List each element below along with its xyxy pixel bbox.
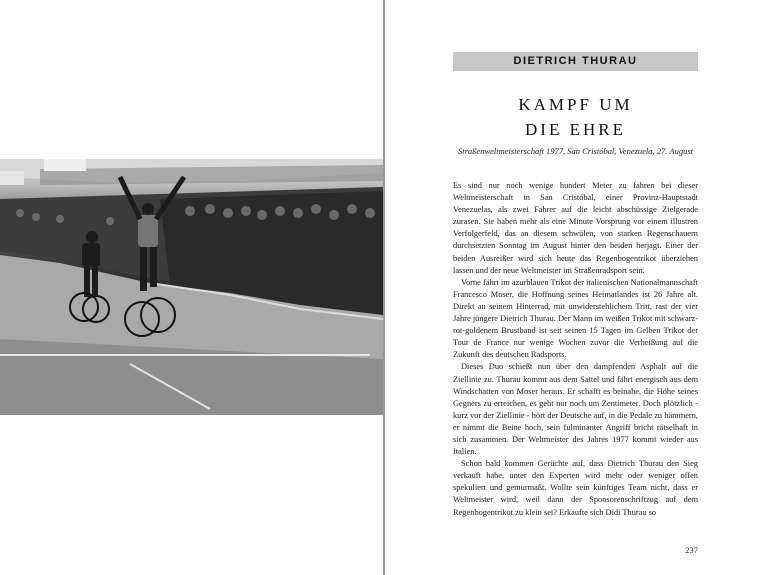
photo-illustration — [0, 159, 383, 415]
right-page — [385, 0, 768, 575]
chapter-banner: DIETRICH THURAU — [453, 52, 698, 71]
paragraph: Schon bald kommen Gerüchte auf, dass Dietrich Thurau den Sieg verkauft habe, unter den Experten wird mehr oder weniger offen spekuliert und gemurmaßt. Wollte sein künftiges Team nicht, dass er Weltmeister wird, weil dann der Sponsorenschriftzug auf dem Regenbogentrikot zu klein sei? Erkaufte sich Didi Thurau so — [453, 459, 698, 517]
race-finish-photo — [0, 159, 383, 415]
paragraph: Vorne fährt im azurblauen Trikot der italienischen Nationalmannschaft Francesco Moser, die Hoffnung seines Heimatlandes ist 26 Jahre alt. Direkt an seinem Hinterrad, mit unwiderstehlichem Tritt, rast der vier Jahre jüngere Dietrich Thurau. Der Mann im weißen Trikot mit schwarz-rot-goldenem Brustband ist seit seinen 15 Tagen im Gelben Trikot der Tour de France nur wenige Wochen zuvor die Verheißung auf die Zukunft des deutschen Radsports. — [453, 277, 698, 360]
chapter-title — [423, 92, 728, 142]
body-text — [453, 180, 698, 519]
paragraph: Es sind nur noch wenige hundert Meter zu fahren bei dieser Weltmeisterschaft in San Cristóbal, einer Provinz-Hauptstadt Venezuelas, als zwei Fahrer auf die leicht abschüssige Zielgerade zurasen. Sie haben mehr als eine Minute Vorsprung vor einem illustren Verfolgerfeld, das an diesem schwülen, von starken Regenschauern durchsetzten Sonntag im August hinter den beiden herjagt. Einer der beiden Ausreißer wird sich heute das Regenbogentrikot überziehen lassen und der neue Weltmeister im Straßenradsport sein. — [453, 181, 698, 275]
chapter-subtitle: Straßenweltmeisterschaft 1977, San Cristóbal, Venezuela, 27. August — [458, 146, 693, 156]
paragraph: Dieses Duo schießt nun über den dampfenden Asphalt auf die Ziellinie zu. Thurau kommt aus dem Sattel und fährt energisch aus dem Windschatten von Moser heraus. Er schafft es beinahe, die Höhe seines Gegners zu erreichen, es geht nur noch um Zentimeter. Doch plötzlich - kurz vor der Ziellinie - hört der Deutsche auf, in die Pedale zu hämmern, er nimmt die Beine hoch, sein fulminanter Angriff bricht rätselhaft in sich zusammen. Der Weltmeister des Jahres 1977 kommt wieder aus Italien. — [453, 362, 698, 457]
chapter-title-line-2: DIE EHRE — [525, 120, 626, 139]
page-number: 237 — [685, 545, 698, 555]
chapter-title-line-1: KAMPF UM — [518, 95, 633, 114]
